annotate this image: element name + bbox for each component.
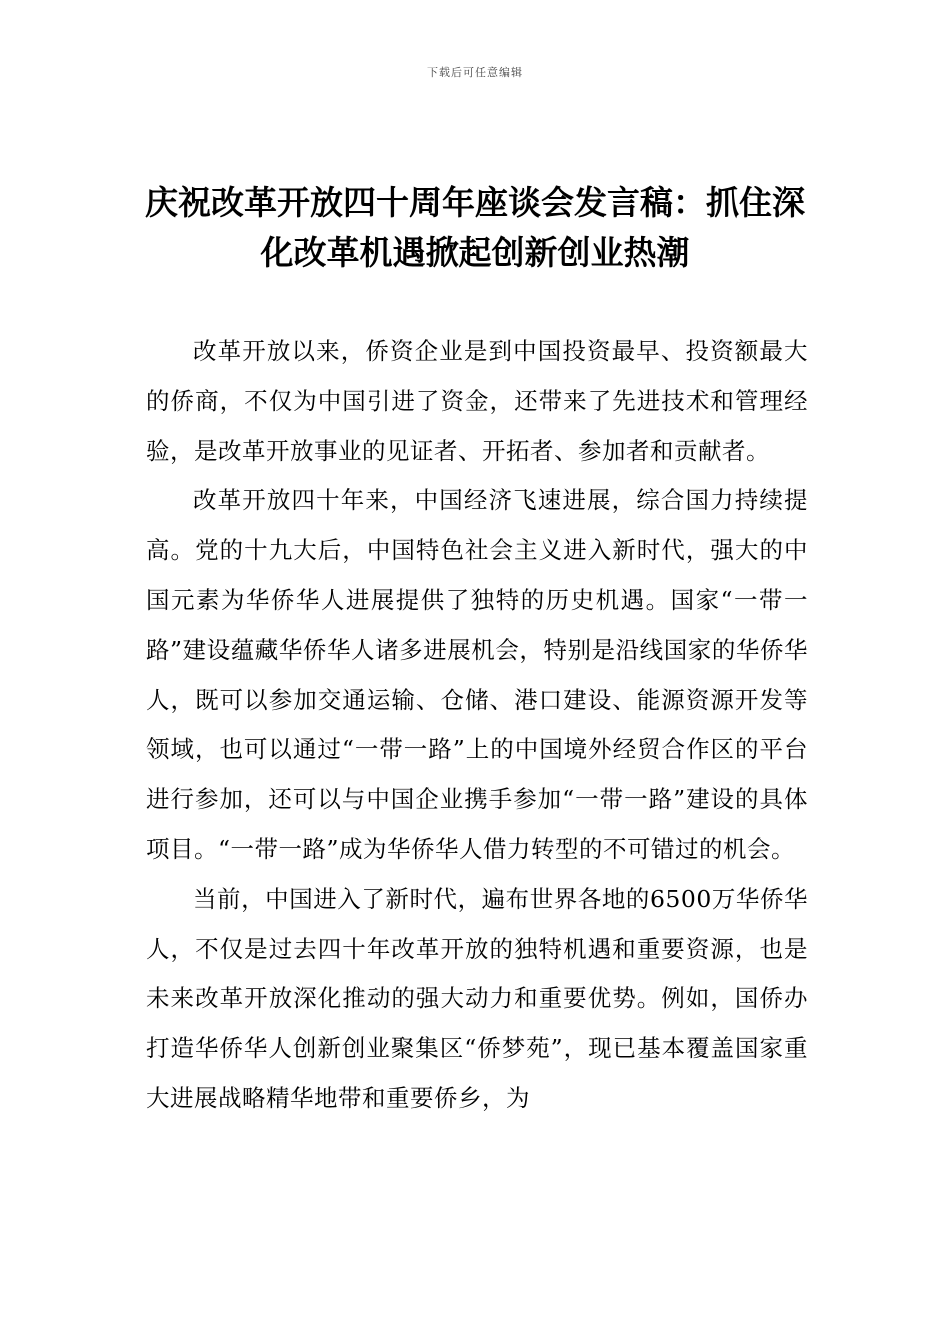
paragraph-1: 改革开放以来，侨资企业是到中国投资最早、投资额最大的侨商，不仅为中国引进了资金，还带来了先进技术和管理经验，是改革开放事业的见证者、开拓者、参加者和贡献者。 (146, 337, 808, 465)
paragraph-3: 当前，中国进入了新时代，遍布世界各地的6500万华侨华人，不仅是过去四十年改革开放的独特机遇和重要资源，也是未来改革开放深化推动的强大动力和重要优势。例如，国侨办打造华侨华人创新创业聚集区“侨梦苑”，现已基本覆盖国家重大进展战略精华地带和重要侨乡，为 (146, 884, 808, 1112)
document-title: 庆祝改革开放四十周年座谈会发言稿：抓住深化改革机遇掀起创新创业热潮 (145, 183, 805, 272)
document-body (146, 327, 808, 1124)
paragraph-2: 改革开放四十年来，中国经济飞速进展，综合国力持续提高。党的十九大后，中国特色社会主义进入新时代，强大的中国元素为华侨华人进展提供了独特的历史机遇。国家“一带一路”建设蕴藏华侨华人诸多进展机会，特别是沿线国家的华侨华人，既可以参加交通运输、仓储、港口建设、能源资源开发等领域，也可以通过“一带一路”上的中国境外经贸合作区的平台进行参加，还可以与中国企业携手参加“一带一路”建设的具体项目。“一带一路”成为华侨华人借力转型的不可错过的机会。 (146, 486, 808, 863)
page-header-note: 下载后可任意编辑 (427, 66, 523, 79)
